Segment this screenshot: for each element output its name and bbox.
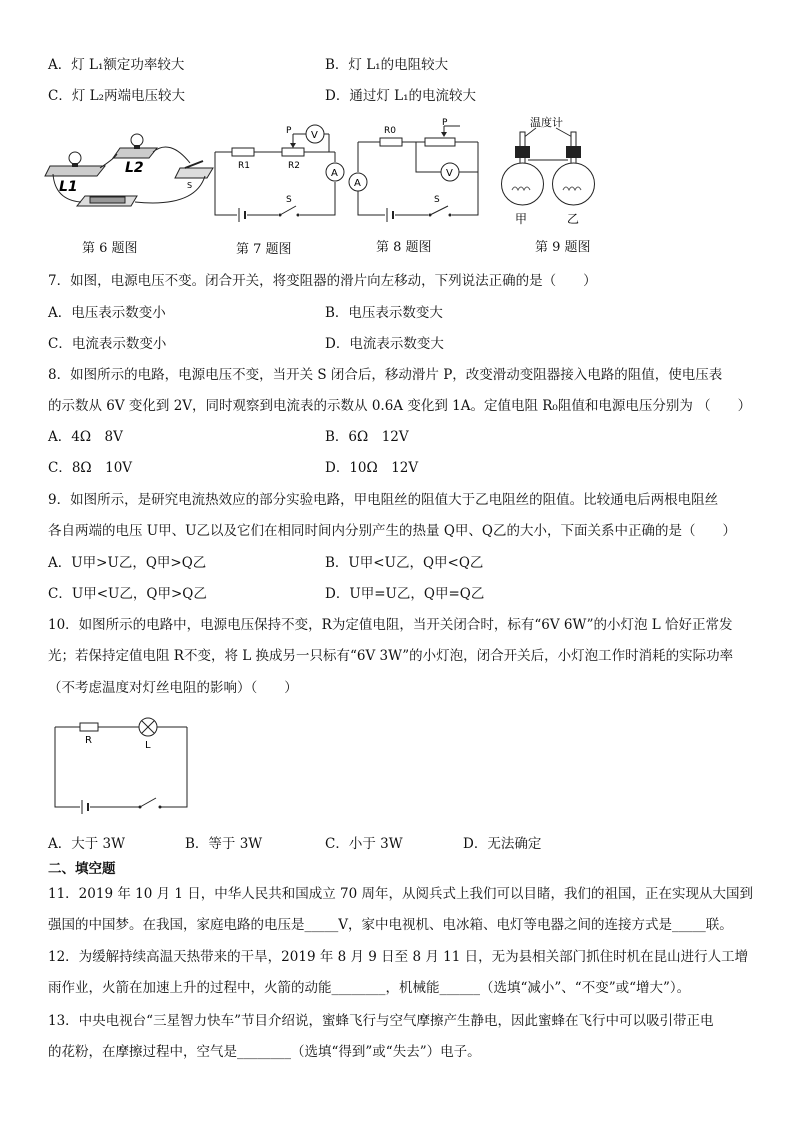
caption-fig9: 第 9 题图	[535, 240, 591, 255]
label-l1: L1	[59, 179, 78, 195]
q13-line2: 的花粉，在摩擦过程中，空气是________（选填“得到”或“失去”）电子。	[48, 1044, 481, 1060]
slider-p-label: P	[286, 126, 292, 136]
q7-option-d: D．电流表示数变大	[325, 336, 444, 352]
q8-stem-line1: 8．如图所示的电路，电源电压不变，当开关 S 闭合后，移动滑片 P，改变滑动变阻器接入电路的阻值，使电压表	[48, 367, 723, 383]
q6-option-d: D．通过灯 L₁的电流较大	[325, 88, 476, 104]
q12-line2: 雨作业，火箭在加速上升的过程中，火箭的动能________，机械能______（选填“减小”、“不变”或“增大”）。	[48, 980, 691, 996]
q9-option-b: B．U甲<U乙，Q甲<Q乙	[325, 555, 484, 571]
switch-s-icon	[175, 161, 213, 178]
slider-p-label: P	[442, 118, 448, 128]
q6-option-c: C．灯 L₂两端电压较大	[48, 88, 185, 104]
q9-stem-line2: 各自两端的电压 U甲、U乙以及它们在相同时间内分别产生的热量 Q甲、Q乙的大小，下面关系中正确的是（ ）	[48, 523, 736, 539]
voltmeter-label: V	[446, 168, 453, 179]
figure-8-circuit	[350, 118, 485, 222]
switch-label: S	[434, 195, 440, 205]
flask-yi-icon	[553, 132, 595, 205]
q8-option-b: B．6Ω 12V	[325, 429, 409, 445]
q9-option-d: D．U甲=U乙，Q甲=Q乙	[325, 586, 485, 602]
caption-fig8: 第 8 题图	[376, 240, 432, 255]
q7-option-c: C．电流表示数变小	[48, 336, 167, 352]
label-s: S	[187, 181, 193, 190]
resistor-r0-icon	[380, 138, 402, 146]
q11-line2: 强国的中国梦。在我国，家庭电路的电压是_____V，家中电视机、电冰箱、电灯等电器之间的连接方式是_____联。	[48, 917, 733, 933]
battery-box-icon	[77, 196, 137, 206]
q6-option-a: A．灯 L₁额定功率较大	[48, 57, 185, 73]
q7-stem: 7．如图，电源电压不变。闭合开关，将变阻器的滑片向左移动，下列说法正确的是（ ）	[48, 273, 597, 289]
figure-6-circuit	[45, 128, 220, 218]
rheostat-icon	[425, 138, 455, 146]
q8-option-d: D．10Ω 12V	[325, 460, 419, 476]
q6-option-b: B．灯 L₁的电阻较大	[325, 57, 449, 73]
q8-option-a: A．4Ω 8V	[48, 429, 123, 445]
q10-option-b: B．等于 3W	[185, 836, 263, 852]
q8-option-c: C．8Ω 10V	[48, 460, 133, 476]
resistor-r2-icon	[282, 148, 304, 156]
label-l2: L2	[125, 160, 144, 176]
q13-line1: 13．中央电视台“三星智力快车”节目介绍说，蜜蜂飞行与空气摩擦产生静电，因此蜜蜂在飞行中可以吸引带正电	[48, 1013, 714, 1029]
q9-stem-line1: 9．如图所示，是研究电流热效应的部分实验电路，甲电阻丝的阻值大于乙电阻丝的阻值。比较通电后两根电阻丝	[48, 492, 719, 508]
q9-option-a: A．U甲>U乙，Q甲>Q乙	[48, 555, 207, 571]
section-title: 二、填空题	[48, 861, 116, 877]
ammeter-label: A	[354, 178, 361, 189]
ammeter-label: A	[331, 168, 338, 179]
q10-option-d: D．无法确定	[463, 836, 542, 852]
q10-option-c: C．小于 3W	[325, 836, 403, 852]
lamp-l1-icon	[45, 152, 105, 176]
q11-line1: 11．2019 年 10 月 1 日，中华人民共和国成立 70 周年，从阅兵式上我们可以目睹，我们的祖国，正在实现从大国到	[48, 886, 754, 902]
q8-stem-line2: 的示数从 6V 变化到 2V，同时观察到电流表的示数从 0.6A 变化到 1A。定值电阻 R₀阻值和电源电压分别为 （ ）	[48, 398, 752, 414]
q7-option-a: A．电压表示数变小	[48, 305, 166, 321]
q10-stem-line3: （不考虑温度对灯丝电阻的影响）（ ）	[48, 680, 298, 696]
q10-stem-line1: 10．如图所示的电路中，电源电压保持不变，R为定值电阻，当开关闭合时，标有“6V 6W”的小灯泡 L 恰好正常发	[48, 617, 733, 633]
q12-line1: 12．为缓解持续高温天热带来的干旱，2019 年 8 月 9 日至 8 月 11 日，无为县相关部门抓住时机在昆山进行人工增	[48, 949, 749, 965]
lamp-l2-icon	[113, 134, 157, 158]
label-r: R	[85, 735, 92, 746]
r1-label: R1	[238, 161, 250, 171]
figure-10-circuit	[52, 712, 192, 812]
flask-jia-icon	[502, 132, 544, 205]
q10-option-a: A．大于 3W	[48, 836, 126, 852]
switch-label: S	[286, 195, 292, 205]
q7-option-b: B．电压表示数变大	[325, 305, 443, 321]
label-yi: 乙	[567, 212, 580, 226]
r0-label: R0	[384, 126, 396, 136]
resistor-r-icon	[80, 723, 98, 731]
label-l: L	[145, 740, 151, 751]
q10-stem-line2: 光；若保持定值电阻 R不变，将 L 换成另一只标有“6V 3W”的小灯泡，闭合开关后，小灯泡工作时消耗的实际功率	[48, 648, 734, 664]
figure-7-circuit	[212, 122, 347, 222]
voltmeter-label: V	[311, 130, 318, 141]
figure-9-flasks	[498, 112, 618, 227]
r2-label: R2	[288, 161, 300, 171]
thermometer-label: 温度计	[530, 116, 563, 129]
caption-fig6: 第 6 题图	[82, 241, 138, 256]
q9-option-c: C．U甲<U乙，Q甲>Q乙	[48, 586, 207, 602]
resistor-r1-icon	[232, 148, 254, 156]
label-jia: 甲	[515, 212, 528, 226]
caption-fig7: 第 7 题图	[236, 242, 292, 257]
